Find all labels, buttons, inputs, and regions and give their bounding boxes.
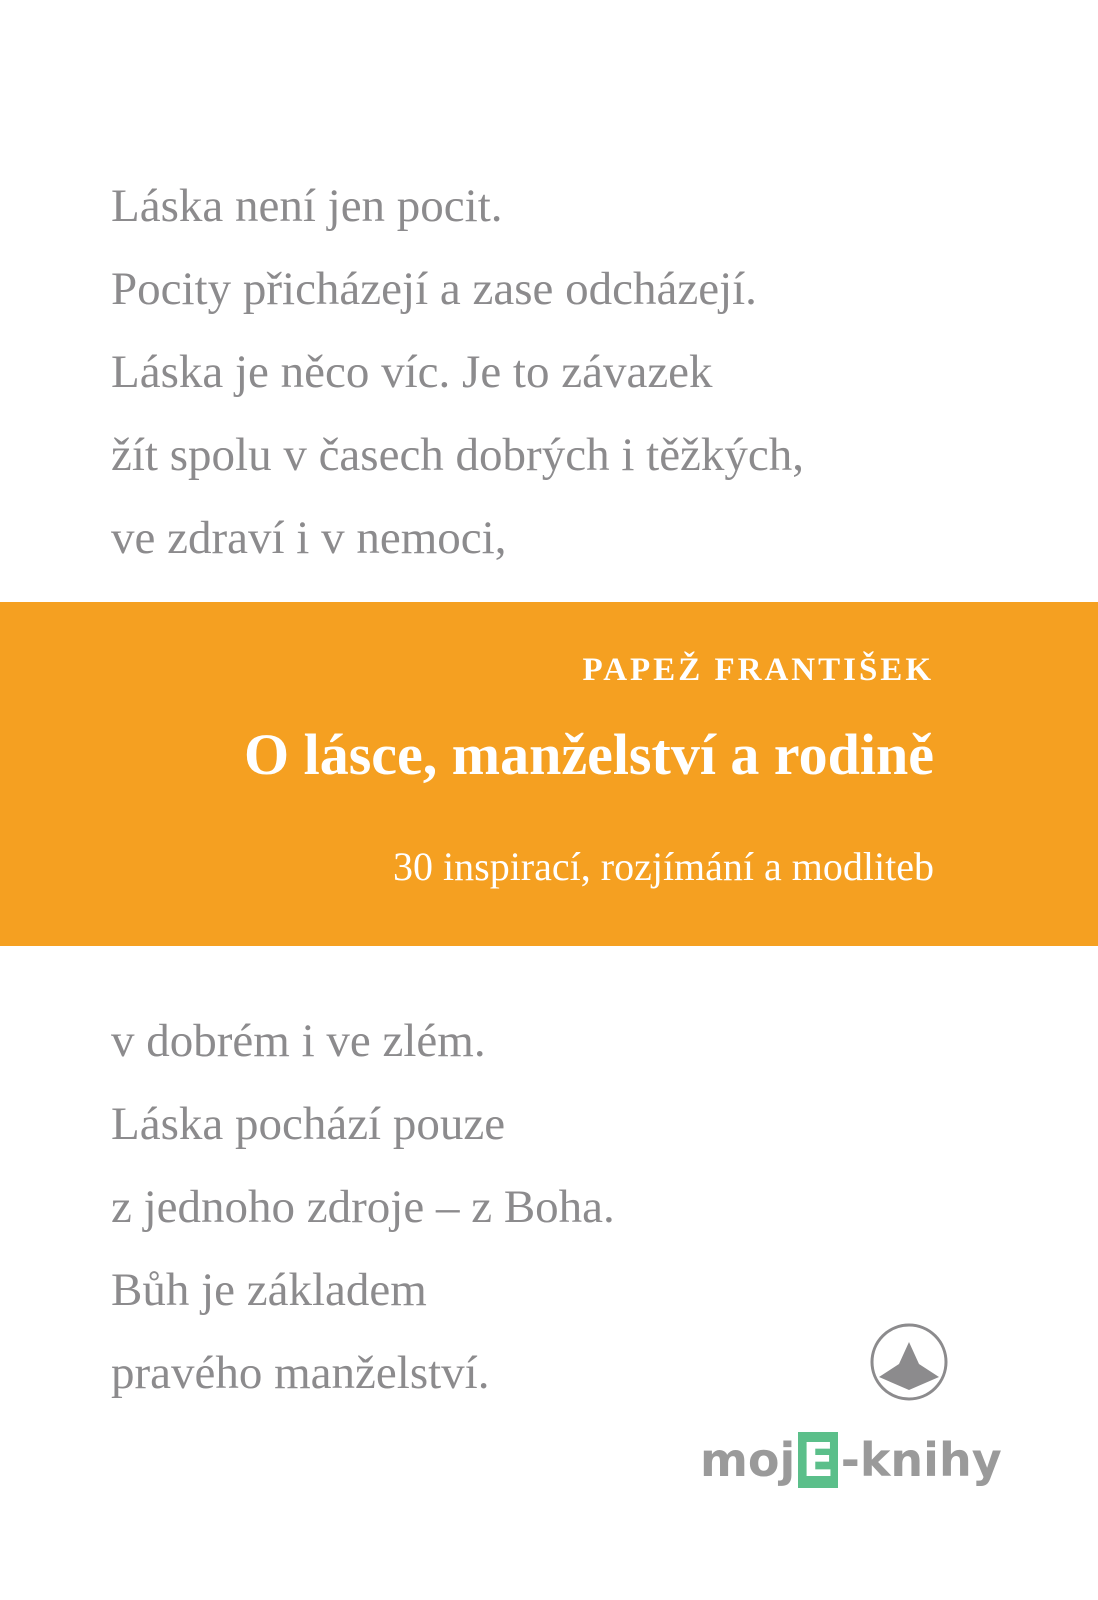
moje-knihy-watermark-logo — [700, 1425, 1002, 1495]
verse-line: Láska není jen pocit. — [111, 180, 503, 232]
verse-line: pravého manželství. — [111, 1347, 490, 1399]
watermark-knihy: -knihy — [840, 1433, 1002, 1487]
verse-line: Bůh je základem — [111, 1264, 427, 1316]
verse-line: Láska je něco víc. Je to závazek — [111, 346, 713, 398]
verse-line: Pocity přicházejí a zase odcházejí. — [111, 263, 757, 315]
watermark-e-book: E — [798, 1432, 837, 1488]
book-subtitle: 30 inspirací, rozjímání a modliteb — [393, 844, 934, 889]
watermark-moj: moj — [700, 1433, 796, 1487]
book-title: O lásce, manželství a rodině — [243, 722, 934, 787]
verse-line: z jednoho zdroje – z Boha. — [111, 1181, 615, 1233]
verse-line: žít spolu v časech dobrých i těžkých, — [111, 429, 805, 481]
title-band — [0, 602, 1098, 946]
author: PAPEŽ FRANTIŠEK — [582, 652, 934, 688]
verse-bottom — [111, 1000, 931, 1415]
verse-line: ve zdraví i v nemoci, — [111, 512, 507, 564]
verse-top — [111, 165, 931, 580]
verse-line: v dobrém i ve zlém. — [111, 1015, 486, 1067]
verse-line: Láska pochází pouze — [111, 1098, 506, 1150]
